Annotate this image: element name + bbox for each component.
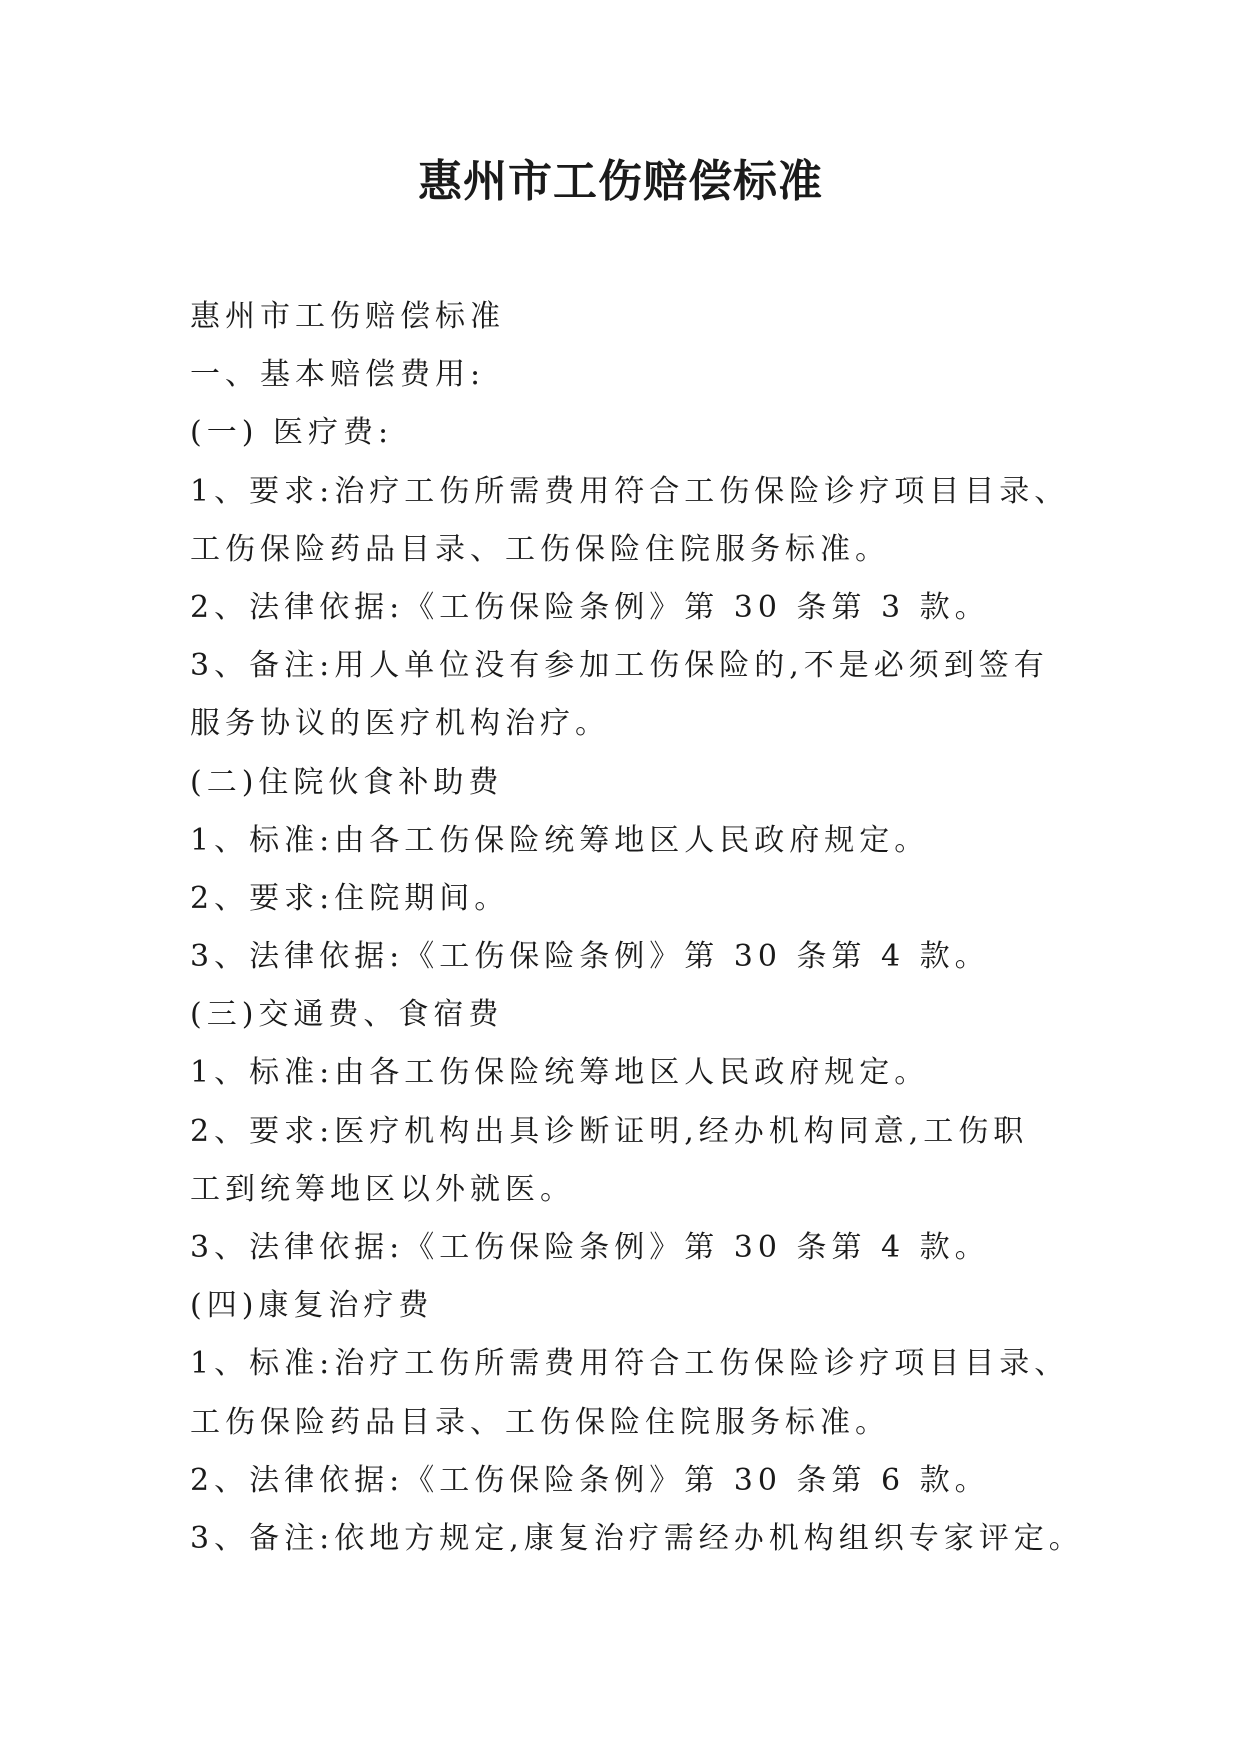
body-line: 1、标准:由各工伤保险统筹地区人民政府规定。 (190, 822, 930, 858)
subsection-heading: (一) 医疗费: (190, 415, 394, 451)
body-line: 工伤保险药品目录、工伤保险住院服务标准。 (190, 531, 890, 567)
subsection-heading: (二)住院伙食补助费 (190, 764, 504, 800)
body-line: 3、法律依据:《工伤保险条例》第 30 条第 4 款。 (190, 1230, 990, 1265)
body-line: 2、要求:医疗机构出具诊断证明,经办机构同意,工伤职 (190, 1113, 1029, 1149)
body-line: 服务协议的医疗机构治疗。 (190, 706, 610, 742)
body-line: 3、备注:依地方规定,康复治疗需经办机构组织专家评定。 (190, 1520, 1084, 1556)
subsection-heading: (四)康复治疗费 (190, 1288, 434, 1324)
body-line: 2、法律依据:《工伤保险条例》第 30 条第 6 款。 (190, 1462, 990, 1498)
body-line: 工伤保险药品目录、工伤保险住院服务标准。 (190, 1404, 890, 1440)
body-line: 3、法律依据:《工伤保险条例》第 30 条第 4 款。 (190, 939, 990, 975)
body-line: 2、法律依据:《工伤保险条例》第 30 条第 3 款。 (190, 589, 990, 625)
body-line: 1、标准:由各工伤保险统筹地区人民政府规定。 (190, 1055, 930, 1091)
subsection-heading: (三)交通费、食宿费 (190, 997, 504, 1033)
section-heading: 一、基本赔偿费用: (190, 357, 486, 393)
document-title: 惠州市工伤赔偿标准 (418, 156, 823, 207)
body-line: 惠州市工伤赔偿标准 (190, 299, 505, 334)
body-line: 工到统筹地区以外就医。 (190, 1171, 575, 1207)
body-line: 3、备注:用人单位没有参加工伤保险的,不是必须到签有 (190, 648, 1049, 684)
body-line: 1、要求:治疗工伤所需费用符合工伤保险诊疗项目目录、 (190, 473, 1070, 509)
body-line: 1、标准:治疗工伤所需费用符合工伤保险诊疗项目目录、 (190, 1346, 1070, 1382)
document-body (190, 288, 1090, 1568)
body-line: 2、要求:住院期间。 (190, 880, 510, 916)
